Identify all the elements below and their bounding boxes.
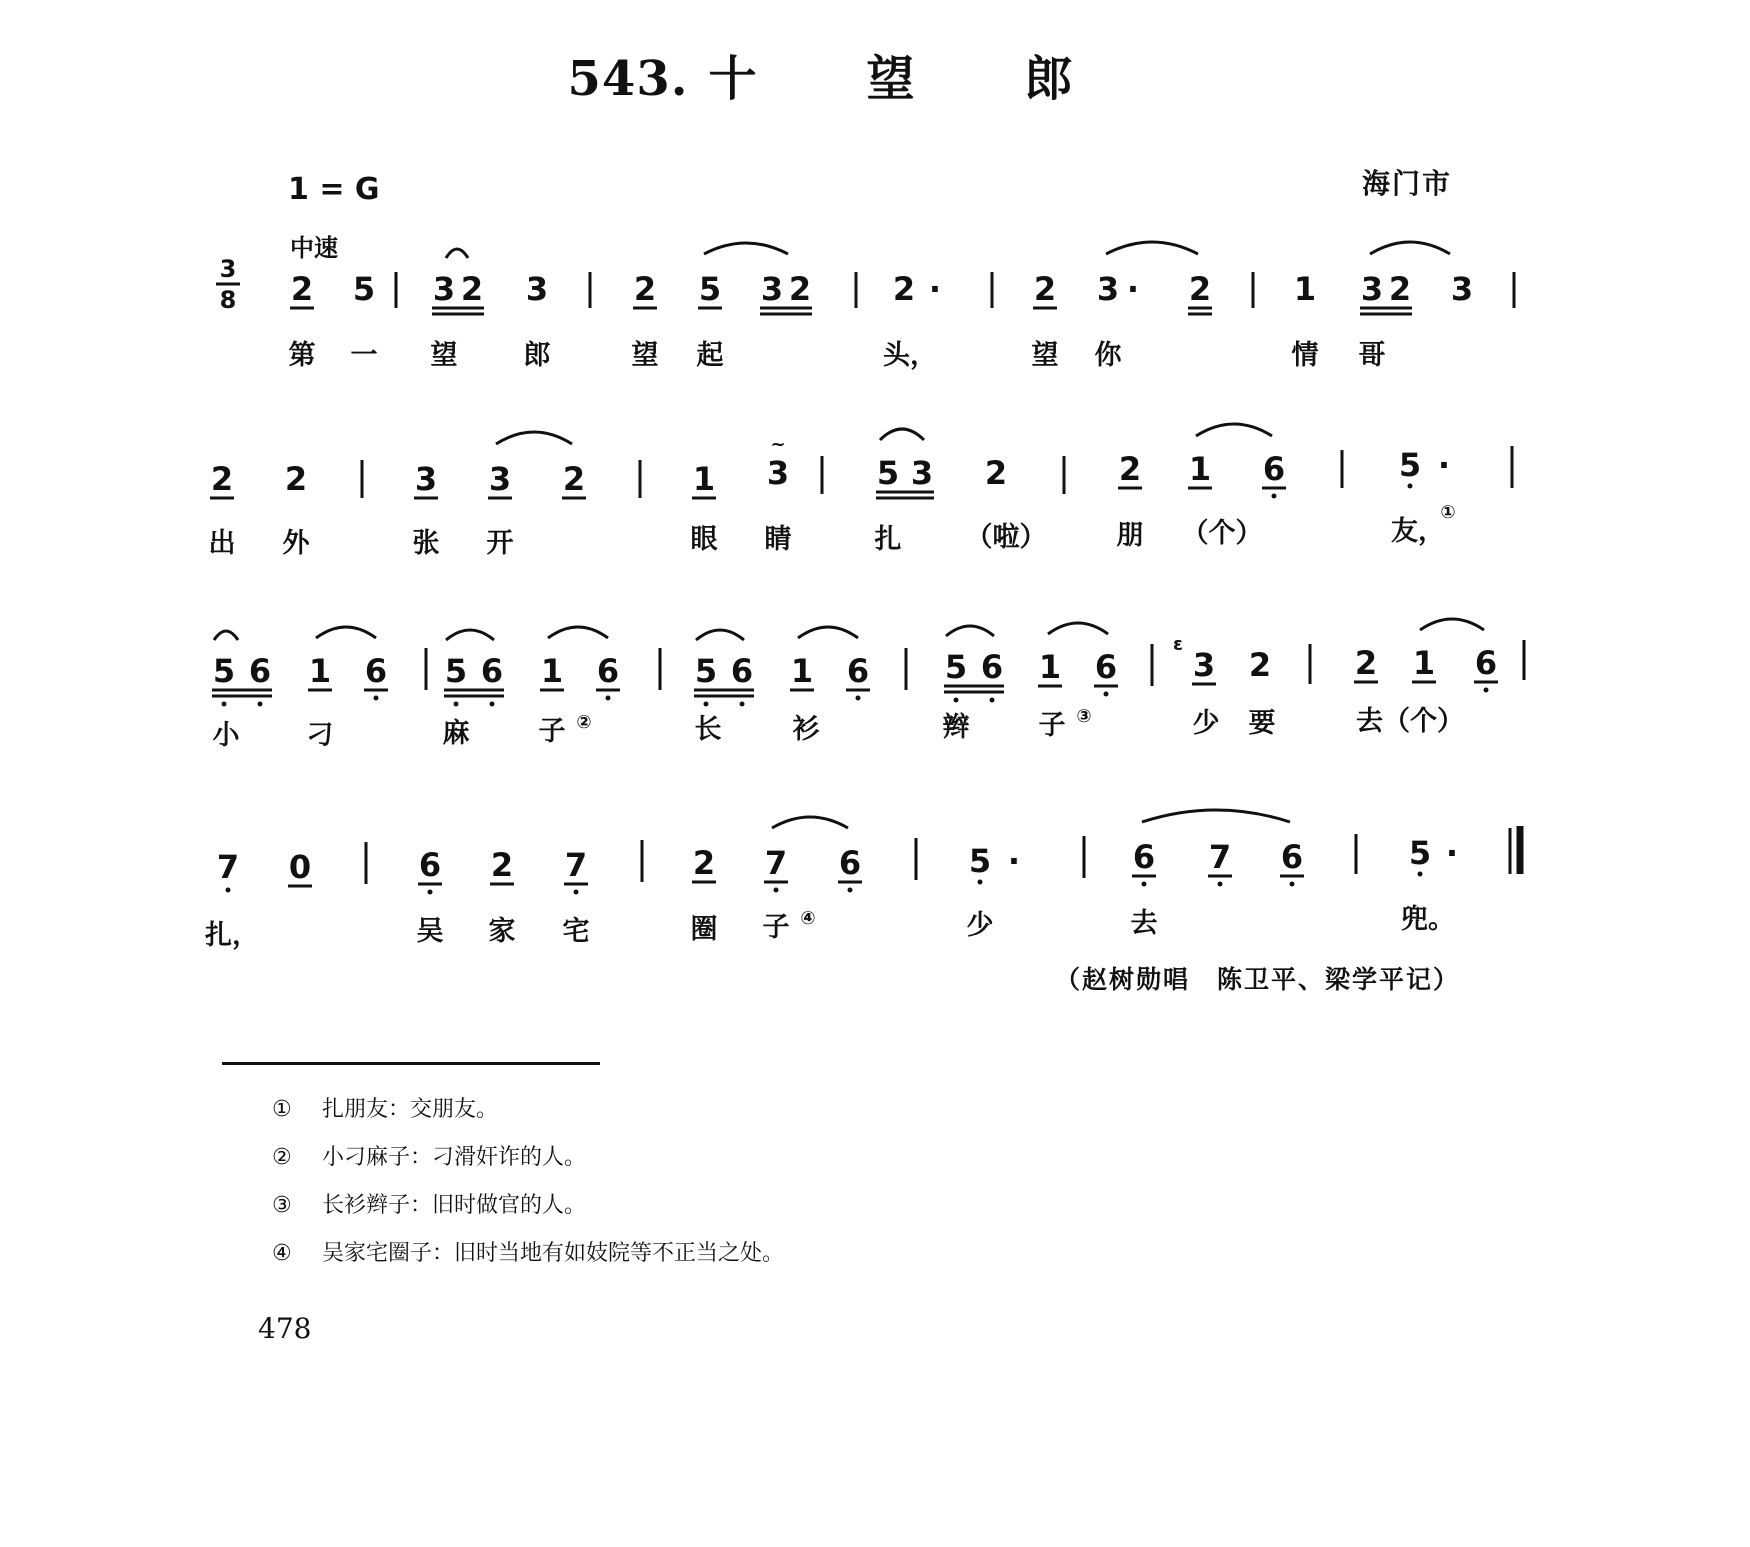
- lyric: 小: [212, 720, 240, 751]
- lyric: 辫: [942, 712, 970, 743]
- note: 6: [418, 846, 442, 884]
- footnote-3: [272, 1188, 586, 1219]
- note: 5: [968, 842, 992, 880]
- lyric: 少: [1192, 708, 1220, 739]
- note: 7: [216, 848, 240, 886]
- note: 2: [892, 270, 916, 308]
- lyric: 望: [1031, 340, 1059, 371]
- note: 7: [564, 846, 588, 884]
- note: 5: [698, 270, 722, 308]
- lyric: 哥: [1358, 340, 1386, 371]
- note-dot: ·: [1445, 834, 1459, 872]
- note: 5: [694, 652, 718, 690]
- note: 2: [562, 460, 586, 498]
- note: 0: [288, 848, 312, 886]
- note: 7: [1208, 838, 1232, 876]
- lyric: 朋: [1116, 520, 1144, 551]
- lyric: 眼: [690, 524, 718, 555]
- time-signature-bottom: 8: [219, 286, 237, 314]
- performer-credit: （赵树勋唱 陈卫平、梁学平记）: [1055, 965, 1461, 994]
- grace-note: ε: [1172, 634, 1184, 655]
- lyric: 长: [694, 714, 722, 745]
- footnote-mark: ①: [272, 1097, 292, 1122]
- note: 2: [984, 454, 1008, 492]
- footnote-mark: ②: [576, 712, 592, 733]
- note: 6: [1262, 450, 1286, 488]
- note: 2: [1248, 646, 1272, 684]
- lyric: 去（个）: [1356, 706, 1464, 737]
- lyric: 郎: [523, 340, 551, 371]
- lyric: 望: [430, 340, 458, 371]
- score-line-3: [212, 619, 1524, 751]
- note: 6: [248, 652, 272, 690]
- note: 1: [692, 460, 716, 498]
- lyric: 第: [288, 340, 316, 371]
- lyric: 你: [1094, 340, 1122, 371]
- lyric: 头，: [883, 340, 937, 371]
- lyric: 睛: [764, 524, 792, 555]
- score-line-1: [289, 242, 1515, 371]
- note-dot: ·: [1126, 270, 1140, 308]
- lyric: 兜。: [1401, 904, 1455, 935]
- lyric: 扎，: [205, 920, 259, 951]
- lyric: 子: [762, 912, 790, 943]
- note: 3: [910, 454, 934, 492]
- note: 5: [944, 648, 968, 686]
- note: 2: [633, 270, 657, 308]
- note-dot: ·: [1437, 446, 1451, 484]
- note: 1: [540, 652, 564, 690]
- note: 3: [432, 270, 456, 308]
- footnote-2: [272, 1140, 586, 1171]
- footnote-4: [272, 1236, 784, 1267]
- footnote-divider: [222, 1062, 600, 1065]
- lyric: 一: [350, 340, 378, 371]
- note: 7: [764, 844, 788, 882]
- score-line-2: [209, 424, 1513, 559]
- note-dot: ·: [928, 270, 942, 308]
- note: 5: [876, 454, 900, 492]
- note: 6: [1474, 644, 1498, 682]
- trill-icon: ~: [770, 434, 786, 455]
- note: 2: [1354, 644, 1378, 682]
- note: 5: [212, 652, 236, 690]
- footnote-mark: ①: [1440, 502, 1456, 523]
- footnote-text: 小刁麻子：刁滑奸诈的人。: [322, 1145, 587, 1170]
- lyric: 子: [538, 716, 566, 747]
- note: 1: [1412, 644, 1436, 682]
- note: 6: [364, 652, 388, 690]
- note: 2: [788, 270, 812, 308]
- note: 1: [790, 652, 814, 690]
- note: 3: [1360, 270, 1384, 308]
- note: 1: [1293, 270, 1317, 308]
- footnote-mark: ③: [272, 1193, 292, 1218]
- note: 3: [525, 270, 549, 308]
- key-signature: 1 = G: [288, 172, 380, 207]
- note: 5: [1398, 446, 1422, 484]
- lyric: 吴: [416, 916, 444, 947]
- lyric: 刁: [306, 720, 334, 751]
- note: 2: [692, 844, 716, 882]
- note: 1: [1188, 450, 1212, 488]
- note: 6: [480, 652, 504, 690]
- footnote-mark: ④: [272, 1241, 292, 1266]
- footnote-text: 吴家宅圈子：旧时当地有如妓院等不正当之处。: [322, 1241, 785, 1266]
- lyric: 起: [696, 340, 724, 371]
- note: 1: [308, 652, 332, 690]
- footnote-text: 扎朋友：交朋友。: [322, 1097, 499, 1122]
- time-signature-top: 3: [219, 255, 237, 283]
- note: 2: [284, 460, 308, 498]
- note: 5: [1408, 834, 1432, 872]
- note: 3: [1192, 646, 1216, 684]
- note: 2: [1188, 270, 1212, 308]
- region-label: 海门市: [1362, 167, 1453, 200]
- footnote-mark: ②: [272, 1145, 292, 1170]
- page-number: 478: [258, 1312, 312, 1345]
- note: 2: [1388, 270, 1412, 308]
- note: 3: [1450, 270, 1474, 308]
- tempo-marking: 中速: [290, 234, 338, 262]
- lyric: （啦）: [965, 522, 1047, 553]
- note: 2: [490, 846, 514, 884]
- note: 6: [980, 648, 1004, 686]
- lyric: 要: [1248, 708, 1276, 739]
- note: 2: [1118, 450, 1142, 488]
- note: 6: [1132, 838, 1156, 876]
- note: 2: [290, 270, 314, 308]
- footnote-mark: ③: [1076, 706, 1092, 727]
- note: 6: [1280, 838, 1304, 876]
- lyric: 子: [1038, 710, 1066, 741]
- lyric: 去: [1130, 908, 1158, 939]
- lyric: 出: [208, 528, 236, 559]
- note: 2: [460, 270, 484, 308]
- song-number: 543.: [567, 51, 689, 107]
- lyric: 圈: [690, 914, 718, 945]
- lyric: 少: [966, 910, 994, 941]
- note-dot: ·: [1007, 842, 1021, 880]
- note: 3: [1096, 270, 1120, 308]
- note: 5: [444, 652, 468, 690]
- note: 2: [1033, 270, 1057, 308]
- lyric: 外: [282, 528, 310, 559]
- lyric: 张: [412, 528, 440, 559]
- note: 6: [838, 844, 862, 882]
- note: 5: [352, 270, 376, 308]
- lyric: 麻: [442, 718, 470, 749]
- note: 6: [846, 652, 870, 690]
- note: 1: [1038, 648, 1062, 686]
- note: 3: [766, 454, 790, 492]
- lyric: 家: [488, 916, 516, 947]
- note: 3: [760, 270, 784, 308]
- lyric: 开: [486, 528, 514, 559]
- lyric: 情: [1291, 340, 1319, 371]
- lyric: （个）: [1181, 518, 1263, 549]
- note: 2: [210, 460, 234, 498]
- note: 6: [596, 652, 620, 690]
- lyric: 扎: [874, 524, 902, 555]
- note: 6: [730, 652, 754, 690]
- song-name: 十望郎: [708, 51, 1183, 107]
- note: 6: [1094, 648, 1118, 686]
- note: 3: [414, 460, 438, 498]
- lyric: 衫: [792, 714, 820, 745]
- footnote-1: [272, 1092, 498, 1123]
- lyric: 友，: [1391, 516, 1445, 547]
- footnote-text: 长衫辫子：旧时做官的人。: [322, 1193, 587, 1218]
- footnote-mark: ④: [800, 908, 816, 929]
- score-line-4: [205, 810, 1520, 951]
- note: 3: [488, 460, 512, 498]
- lyric: 望: [631, 340, 659, 371]
- lyric: 宅: [562, 916, 590, 947]
